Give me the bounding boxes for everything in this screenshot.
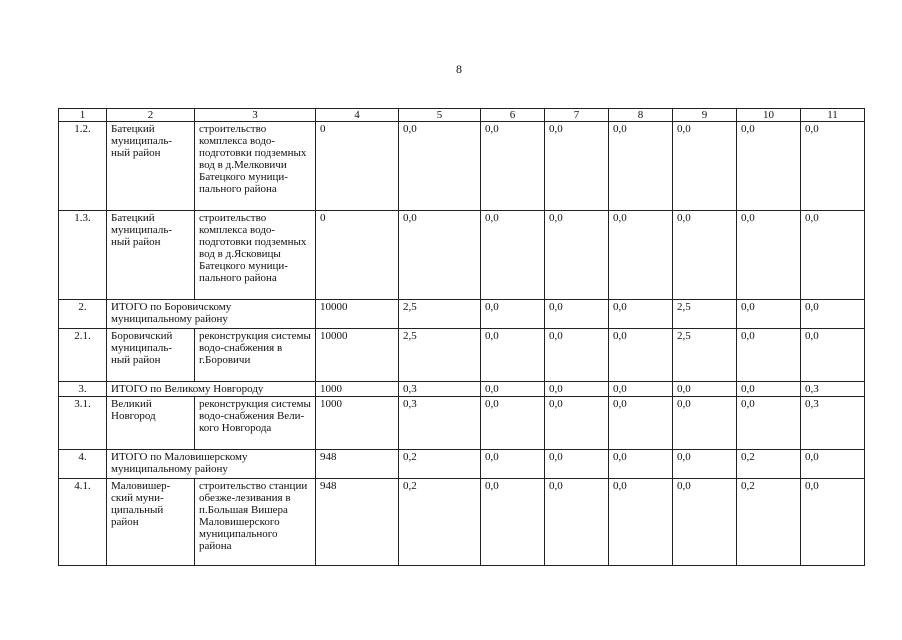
value-cell: 0,2 <box>399 450 481 479</box>
program-table <box>58 108 865 566</box>
project-description: строительство станции обезже-лезивания в п.Большая Вишера Маловишерского муниципального района <box>195 479 316 566</box>
value-cell: 0,0 <box>737 397 801 450</box>
value-cell: 0,0 <box>481 450 545 479</box>
value-cell: 0,0 <box>399 211 481 300</box>
column-header: 11 <box>801 109 865 122</box>
value-cell: 0,0 <box>609 479 673 566</box>
table-row <box>59 211 865 300</box>
value-cell: 1000 <box>316 397 399 450</box>
summary-row <box>59 382 865 397</box>
value-cell: 0,0 <box>609 450 673 479</box>
value-cell: 1000 <box>316 382 399 397</box>
value-cell: 0,0 <box>545 382 609 397</box>
value-cell: 0,0 <box>673 479 737 566</box>
value-cell: 0,0 <box>801 479 865 566</box>
value-cell: 0,0 <box>609 382 673 397</box>
column-header: 9 <box>673 109 737 122</box>
value-cell: 0 <box>316 211 399 300</box>
value-cell: 0,3 <box>399 397 481 450</box>
value-cell: 0,0 <box>481 329 545 382</box>
summary-label: ИТОГО по Боровичскому муниципальному району <box>107 300 316 329</box>
column-header: 4 <box>316 109 399 122</box>
project-description: реконструкция системы водо-снабжения Вели-кого Новгорода <box>195 397 316 450</box>
column-header: 1 <box>59 109 107 122</box>
area-name: Батецкий муниципаль-ный район <box>107 122 195 211</box>
row-number: 1.3. <box>59 211 107 300</box>
row-number: 3. <box>59 382 107 397</box>
value-cell: 0,0 <box>673 450 737 479</box>
summary-row <box>59 450 865 479</box>
value-cell: 0,0 <box>673 397 737 450</box>
project-description: строительство комплекса водо-подготовки подземных вод в д.Мелковичи Батецкого муници-пального района <box>195 122 316 211</box>
value-cell: 0,0 <box>609 300 673 329</box>
value-cell: 0,0 <box>481 300 545 329</box>
value-cell: 10000 <box>316 300 399 329</box>
value-cell: 0,0 <box>737 382 801 397</box>
column-header: 2 <box>107 109 195 122</box>
value-cell: 0,0 <box>801 329 865 382</box>
value-cell: 948 <box>316 479 399 566</box>
value-cell: 0,0 <box>609 211 673 300</box>
value-cell: 0,0 <box>545 450 609 479</box>
value-cell: 0,2 <box>737 479 801 566</box>
column-header: 5 <box>399 109 481 122</box>
value-cell: 0,3 <box>801 382 865 397</box>
summary-row <box>59 300 865 329</box>
value-cell: 0,0 <box>545 211 609 300</box>
area-name: Боровичский муниципаль-ный район <box>107 329 195 382</box>
value-cell: 0,0 <box>545 397 609 450</box>
value-cell: 0,2 <box>737 450 801 479</box>
column-header: 10 <box>737 109 801 122</box>
value-cell: 0 <box>316 122 399 211</box>
value-cell: 948 <box>316 450 399 479</box>
value-cell: 0,0 <box>481 382 545 397</box>
row-number: 2. <box>59 300 107 329</box>
value-cell: 10000 <box>316 329 399 382</box>
value-cell: 0,3 <box>399 382 481 397</box>
value-cell: 0,0 <box>545 479 609 566</box>
value-cell: 0,0 <box>481 122 545 211</box>
row-number: 1.2. <box>59 122 107 211</box>
summary-label: ИТОГО по Великому Новгороду <box>107 382 316 397</box>
value-cell: 0,0 <box>801 211 865 300</box>
value-cell: 0,0 <box>399 122 481 211</box>
value-cell: 0,0 <box>609 122 673 211</box>
value-cell: 0,0 <box>801 300 865 329</box>
project-description: реконструкция системы водо-снабжения в г.Боровичи <box>195 329 316 382</box>
value-cell: 2,5 <box>673 300 737 329</box>
value-cell: 0,0 <box>737 300 801 329</box>
value-cell: 0,0 <box>737 329 801 382</box>
value-cell: 0,0 <box>545 300 609 329</box>
table-row <box>59 479 865 566</box>
row-number: 2.1. <box>59 329 107 382</box>
value-cell: 0,0 <box>481 479 545 566</box>
value-cell: 0,0 <box>801 450 865 479</box>
row-number: 4.1. <box>59 479 107 566</box>
area-name: Великий Новгород <box>107 397 195 450</box>
area-name: Маловишер-ский муни-ципальный район <box>107 479 195 566</box>
value-cell: 0,0 <box>737 211 801 300</box>
value-cell: 0,3 <box>801 397 865 450</box>
column-header: 7 <box>545 109 609 122</box>
column-header: 8 <box>609 109 673 122</box>
value-cell: 0,0 <box>609 329 673 382</box>
table-row <box>59 122 865 211</box>
value-cell: 2,5 <box>399 329 481 382</box>
value-cell: 0,0 <box>673 122 737 211</box>
value-cell: 2,5 <box>673 329 737 382</box>
column-header: 3 <box>195 109 316 122</box>
table-header-row <box>59 109 865 122</box>
value-cell: 0,0 <box>545 329 609 382</box>
table-row <box>59 329 865 382</box>
value-cell: 0,0 <box>481 211 545 300</box>
value-cell: 2,5 <box>399 300 481 329</box>
value-cell: 0,0 <box>481 397 545 450</box>
area-name: Батецкий муниципаль-ный район <box>107 211 195 300</box>
summary-label: ИТОГО по Маловишерскому муниципальному району <box>107 450 316 479</box>
row-number: 3.1. <box>59 397 107 450</box>
value-cell: 0,0 <box>673 211 737 300</box>
table-row <box>59 397 865 450</box>
value-cell: 0,0 <box>545 122 609 211</box>
value-cell: 0,0 <box>737 122 801 211</box>
value-cell: 0,2 <box>399 479 481 566</box>
column-header: 6 <box>481 109 545 122</box>
project-description: строительство комплекса водо-подготовки подземных вод в д.Ясковицы Батецкого муници-пального района <box>195 211 316 300</box>
value-cell: 0,0 <box>673 382 737 397</box>
value-cell: 0,0 <box>609 397 673 450</box>
row-number: 4. <box>59 450 107 479</box>
value-cell: 0,0 <box>801 122 865 211</box>
page-number: 8 <box>456 62 462 76</box>
